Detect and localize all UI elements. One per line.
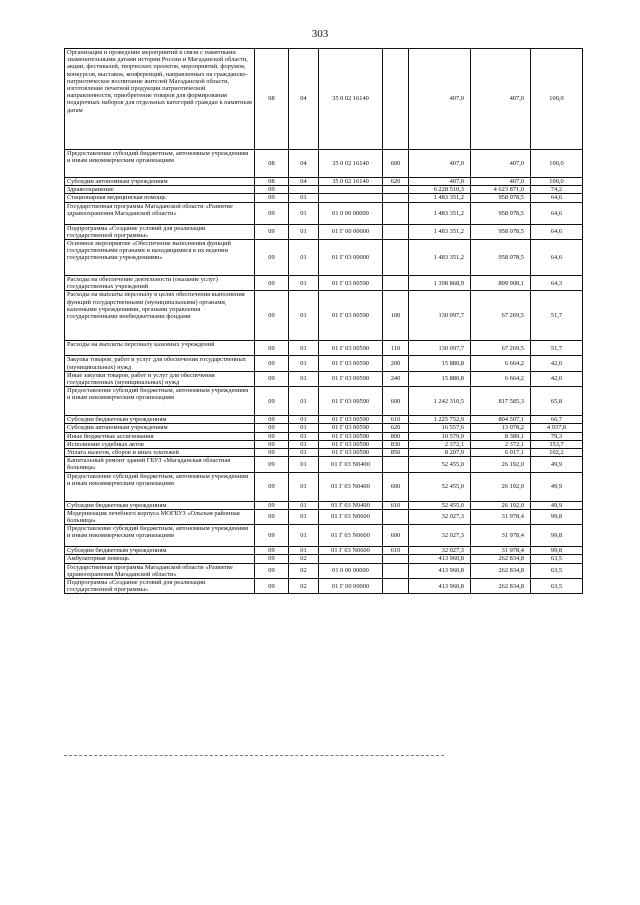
actual-amount-cell: 817 585,3 bbox=[471, 387, 531, 416]
row-name-cell: Стационарная медицинская помощь bbox=[65, 194, 255, 202]
percent-cell: 51,7 bbox=[531, 341, 583, 356]
expense-type-cell bbox=[383, 240, 409, 276]
plan-amount-cell: 1 483 351,2 bbox=[409, 202, 471, 224]
expense-type-cell: 100 bbox=[383, 291, 409, 341]
expense-type-cell bbox=[383, 194, 409, 202]
plan-amount-cell: 2 372,1 bbox=[409, 440, 471, 448]
plan-amount-cell: 1 483 351,2 bbox=[409, 224, 471, 239]
target-article-cell: 01 Г 03 00590 bbox=[319, 276, 383, 291]
table-row bbox=[65, 49, 583, 150]
plan-amount-cell: 8 207,9 bbox=[409, 449, 471, 457]
row-name-cell: Подпрограмма «Создание условий для реализации государственной программы» bbox=[65, 579, 255, 594]
percent-cell: 64,6 bbox=[531, 202, 583, 224]
target-article-cell: 35 0 02 16140 bbox=[319, 150, 383, 178]
percent-cell: 100,0 bbox=[531, 178, 583, 186]
plan-amount-cell: 413 960,8 bbox=[409, 579, 471, 594]
section-code-cell: 09 bbox=[255, 387, 289, 416]
table-row bbox=[65, 194, 583, 202]
table-row bbox=[65, 432, 583, 440]
target-article-cell: 01 Г 00 00000 bbox=[319, 579, 383, 594]
table-row bbox=[65, 186, 583, 194]
section-code-cell: 09 bbox=[255, 472, 289, 501]
actual-amount-cell: 958 078,5 bbox=[471, 224, 531, 239]
percent-cell: 63,5 bbox=[531, 555, 583, 563]
plan-amount-cell: 16 557,6 bbox=[409, 424, 471, 432]
percent-cell: 100,0 bbox=[531, 49, 583, 150]
row-name-cell: Здравоохранение bbox=[65, 186, 255, 194]
percent-cell: 49,9 bbox=[531, 472, 583, 501]
section-code-cell: 09 bbox=[255, 547, 289, 555]
actual-amount-cell: 958 078,5 bbox=[471, 240, 531, 276]
actual-amount-cell: 6 017,1 bbox=[471, 449, 531, 457]
target-article-cell: 35 0 02 16140 bbox=[319, 178, 383, 186]
budget-table bbox=[64, 48, 583, 594]
row-name-cell: Предоставление субсидий бюджетным, автономным учреждениям и иным некоммерческим организациям bbox=[65, 472, 255, 501]
row-name-cell: Основное мероприятие «Обеспечение выполнения функций государственными органами и находящимися в их ведении государственными учреждениями» bbox=[65, 240, 255, 276]
actual-amount-cell: 804 507,1 bbox=[471, 416, 531, 424]
section-code-cell: 08 bbox=[255, 49, 289, 150]
table-row bbox=[65, 501, 583, 509]
percent-cell: 74,2 bbox=[531, 186, 583, 194]
target-article-cell bbox=[319, 186, 383, 194]
expense-type-cell: 200 bbox=[383, 356, 409, 371]
subsection-code-cell: 04 bbox=[289, 178, 319, 186]
actual-amount-cell: 31 978,4 bbox=[471, 509, 531, 524]
expense-type-cell bbox=[383, 202, 409, 224]
row-name-cell: Субсидии бюджетным учреждениям bbox=[65, 547, 255, 555]
plan-amount-cell: 413 960,8 bbox=[409, 555, 471, 563]
subsection-code-cell: 04 bbox=[289, 49, 319, 150]
actual-amount-cell: 8 389,1 bbox=[471, 432, 531, 440]
subsection-code-cell: 01 bbox=[289, 202, 319, 224]
target-article-cell: 01 0 00 00000 bbox=[319, 563, 383, 578]
subsection-code-cell: 04 bbox=[289, 150, 319, 178]
row-name-cell: Государственная программа Магаданской области «Развитие здравоохранения Магаданской области» bbox=[65, 563, 255, 578]
expense-type-cell: 610 bbox=[383, 416, 409, 424]
section-code-cell: 09 bbox=[255, 449, 289, 457]
footer-divider bbox=[64, 755, 444, 756]
expense-type-cell: 600 bbox=[383, 472, 409, 501]
section-code-cell: 09 bbox=[255, 424, 289, 432]
percent-cell: 64,6 bbox=[531, 240, 583, 276]
section-code-cell: 09 bbox=[255, 555, 289, 563]
section-code-cell: 08 bbox=[255, 178, 289, 186]
target-article-cell: 01 Г 03 00000 bbox=[319, 240, 383, 276]
table-row bbox=[65, 224, 583, 239]
expense-type-cell: 110 bbox=[383, 341, 409, 356]
row-name-cell: Уплата налогов, сборов и иных платежей bbox=[65, 449, 255, 457]
section-code-cell: 09 bbox=[255, 501, 289, 509]
section-code-cell: 09 bbox=[255, 224, 289, 239]
table-row bbox=[65, 424, 583, 432]
percent-cell: 99,8 bbox=[531, 547, 583, 555]
row-name-cell: Расходы на обеспечение деятельности (оказание услуг) государственных учреждений bbox=[65, 276, 255, 291]
subsection-code-cell: 01 bbox=[289, 457, 319, 472]
target-article-cell: 01 Г 03 00590 bbox=[319, 416, 383, 424]
percent-cell: 99,8 bbox=[531, 525, 583, 547]
row-name-cell: Предоставление субсидий бюджетным, автономным учреждениям и иным некоммерческим организациям bbox=[65, 525, 255, 547]
percent-cell: 64,6 bbox=[531, 224, 583, 239]
section-code-cell: 09 bbox=[255, 416, 289, 424]
plan-amount-cell: 1 483 351,2 bbox=[409, 194, 471, 202]
plan-amount-cell: 32 027,3 bbox=[409, 525, 471, 547]
table-row bbox=[65, 291, 583, 341]
row-name-cell: Предоставление субсидий бюджетным, автономным учреждениям и иным некоммерческим организациям bbox=[65, 387, 255, 416]
actual-amount-cell: 899 908,1 bbox=[471, 276, 531, 291]
target-article-cell: 01 Г 03 00590 bbox=[319, 449, 383, 457]
subsection-code-cell: 02 bbox=[289, 579, 319, 594]
expense-type-cell bbox=[383, 555, 409, 563]
table-row bbox=[65, 341, 583, 356]
actual-amount-cell: 6 664,2 bbox=[471, 356, 531, 371]
expense-type-cell: 620 bbox=[383, 424, 409, 432]
table-row bbox=[65, 178, 583, 186]
actual-amount-cell: 26 192,0 bbox=[471, 501, 531, 509]
subsection-code-cell: 01 bbox=[289, 472, 319, 501]
actual-amount-cell: 407,0 bbox=[471, 49, 531, 150]
actual-amount-cell: 2 372,1 bbox=[471, 440, 531, 448]
actual-amount-cell: 13 078,2 bbox=[471, 424, 531, 432]
subsection-code-cell: 01 bbox=[289, 371, 319, 386]
target-article-cell: 01 Г 03 00590 bbox=[319, 356, 383, 371]
target-article-cell: 01 0 00 00000 bbox=[319, 202, 383, 224]
percent-cell: 51,7 bbox=[531, 291, 583, 341]
subsection-code-cell: 01 bbox=[289, 424, 319, 432]
section-code-cell: 09 bbox=[255, 432, 289, 440]
row-name-cell: Расходы на выплаты персоналу казенных учреждений bbox=[65, 341, 255, 356]
table-row bbox=[65, 371, 583, 386]
row-name-cell: Субсидии автономным учреждениям bbox=[65, 178, 255, 186]
plan-amount-cell: 413 960,8 bbox=[409, 563, 471, 578]
target-article-cell bbox=[319, 555, 383, 563]
actual-amount-cell: 67 269,5 bbox=[471, 291, 531, 341]
row-name-cell: Иные закупки товаров, работ и услуг для обеспечения государственных (муниципальных) нужд bbox=[65, 371, 255, 386]
target-article-cell: 01 Г 03 00590 bbox=[319, 440, 383, 448]
expense-type-cell: 600 bbox=[383, 387, 409, 416]
actual-amount-cell: 262 834,8 bbox=[471, 579, 531, 594]
expense-type-cell bbox=[383, 49, 409, 150]
section-code-cell: 09 bbox=[255, 457, 289, 472]
section-code-cell: 09 bbox=[255, 356, 289, 371]
percent-cell: 42,0 bbox=[531, 356, 583, 371]
subsection-code-cell: 01 bbox=[289, 501, 319, 509]
table-row bbox=[65, 509, 583, 524]
percent-cell: 65,8 bbox=[531, 387, 583, 416]
plan-amount-cell: 52 455,0 bbox=[409, 472, 471, 501]
subsection-code-cell: 02 bbox=[289, 555, 319, 563]
target-article-cell bbox=[319, 194, 383, 202]
actual-amount-cell: 31 978,4 bbox=[471, 547, 531, 555]
plan-amount-cell: 407,0 bbox=[409, 178, 471, 186]
subsection-code-cell: 01 bbox=[289, 224, 319, 239]
target-article-cell: 35 0 02 16140 bbox=[319, 49, 383, 150]
row-name-cell: Субсидии бюджетным учреждениям bbox=[65, 416, 255, 424]
table-row bbox=[65, 356, 583, 371]
target-article-cell: 01 Г 03 00590 bbox=[319, 432, 383, 440]
subsection-code-cell: 01 bbox=[289, 547, 319, 555]
row-name-cell: Субсидии бюджетным учреждениям bbox=[65, 501, 255, 509]
row-name-cell: Субсидии автономным учреждениям bbox=[65, 424, 255, 432]
table-row bbox=[65, 525, 583, 547]
plan-amount-cell: 52 455,0 bbox=[409, 457, 471, 472]
section-code-cell: 09 bbox=[255, 186, 289, 194]
plan-amount-cell: 6 228 510,3 bbox=[409, 186, 471, 194]
expense-type-cell bbox=[383, 509, 409, 524]
budget-table-body bbox=[65, 49, 583, 594]
percent-cell: 102,2 bbox=[531, 449, 583, 457]
target-article-cell: 01 Г 03 N0400 bbox=[319, 501, 383, 509]
expense-type-cell bbox=[383, 579, 409, 594]
subsection-code-cell: 01 bbox=[289, 387, 319, 416]
expense-type-cell bbox=[383, 186, 409, 194]
subsection-code-cell: 01 bbox=[289, 525, 319, 547]
expense-type-cell: 600 bbox=[383, 150, 409, 178]
subsection-code-cell: 01 bbox=[289, 194, 319, 202]
subsection-code-cell bbox=[289, 186, 319, 194]
plan-amount-cell: 32 027,3 bbox=[409, 509, 471, 524]
section-code-cell: 09 bbox=[255, 579, 289, 594]
percent-cell: 64,6 bbox=[531, 194, 583, 202]
section-code-cell: 09 bbox=[255, 194, 289, 202]
table-row bbox=[65, 416, 583, 424]
subsection-code-cell: 01 bbox=[289, 509, 319, 524]
plan-amount-cell: 130 097,7 bbox=[409, 291, 471, 341]
subsection-code-cell: 01 bbox=[289, 432, 319, 440]
table-row bbox=[65, 276, 583, 291]
actual-amount-cell: 958 078,5 bbox=[471, 202, 531, 224]
target-article-cell: 01 Г 03 N0400 bbox=[319, 472, 383, 501]
percent-cell: 63,5 bbox=[531, 579, 583, 594]
percent-cell: 99,8 bbox=[531, 509, 583, 524]
expense-type-cell bbox=[383, 563, 409, 578]
section-code-cell: 09 bbox=[255, 371, 289, 386]
table-row bbox=[65, 547, 583, 555]
plan-amount-cell: 1 242 310,5 bbox=[409, 387, 471, 416]
subsection-code-cell: 01 bbox=[289, 240, 319, 276]
actual-amount-cell: 31 978,4 bbox=[471, 525, 531, 547]
expense-type-cell: 240 bbox=[383, 371, 409, 386]
page-number: 303 bbox=[311, 28, 329, 40]
subsection-code-cell: 02 bbox=[289, 563, 319, 578]
actual-amount-cell: 262 834,8 bbox=[471, 555, 531, 563]
row-name-cell: Предоставление субсидий бюджетным, автономным учреждениям и иным некоммерческим организациям bbox=[65, 150, 255, 178]
plan-amount-cell: 15 880,8 bbox=[409, 371, 471, 386]
actual-amount-cell: 6 664,2 bbox=[471, 371, 531, 386]
table-row bbox=[65, 240, 583, 276]
section-code-cell: 09 bbox=[255, 276, 289, 291]
section-code-cell: 09 bbox=[255, 525, 289, 547]
target-article-cell: 01 Г 03 00590 bbox=[319, 424, 383, 432]
target-article-cell: 01 Г 03 N0600 bbox=[319, 509, 383, 524]
table-row bbox=[65, 150, 583, 178]
target-article-cell: 01 Г 03 00590 bbox=[319, 291, 383, 341]
plan-amount-cell: 52 455,0 bbox=[409, 501, 471, 509]
row-name-cell: Государственная программа Магаданской области «Развитие здравоохранения Магаданской области» bbox=[65, 202, 255, 224]
expense-type-cell bbox=[383, 224, 409, 239]
subsection-code-cell: 01 bbox=[289, 440, 319, 448]
percent-cell: 42,0 bbox=[531, 371, 583, 386]
percent-cell: 4 937,8 bbox=[531, 424, 583, 432]
actual-amount-cell: 67 269,5 bbox=[471, 341, 531, 356]
plan-amount-cell: 130 097,7 bbox=[409, 341, 471, 356]
target-article-cell: 01 Г 00 00000 bbox=[319, 224, 383, 239]
row-name-cell: Расходы на выплаты персоналу в целях обеспечения выполнения функций государственными (муниципальными) органами, казенными учреждениями, органами управления государственными внебюджетными фондами bbox=[65, 291, 255, 341]
expense-type-cell bbox=[383, 276, 409, 291]
table-row bbox=[65, 387, 583, 416]
plan-amount-cell: 15 880,8 bbox=[409, 356, 471, 371]
target-article-cell: 01 Г 03 N0600 bbox=[319, 547, 383, 555]
target-article-cell: 01 Г 03 00590 bbox=[319, 371, 383, 386]
section-code-cell: 09 bbox=[255, 440, 289, 448]
actual-amount-cell: 26 192,0 bbox=[471, 457, 531, 472]
expense-type-cell: 620 bbox=[383, 178, 409, 186]
table-row bbox=[65, 440, 583, 448]
expense-type-cell: 610 bbox=[383, 547, 409, 555]
expense-type-cell: 610 bbox=[383, 501, 409, 509]
expense-type-cell: 850 bbox=[383, 449, 409, 457]
percent-cell: 49,9 bbox=[531, 501, 583, 509]
row-name-cell: Закупка товаров, работ и услуг для обеспечения государственных (муниципальных) нужд bbox=[65, 356, 255, 371]
section-code-cell: 09 bbox=[255, 202, 289, 224]
target-article-cell: 01 Г 03 00590 bbox=[319, 387, 383, 416]
table-row bbox=[65, 457, 583, 472]
table-row bbox=[65, 449, 583, 457]
table-row bbox=[65, 472, 583, 501]
actual-amount-cell: 262 834,8 bbox=[471, 563, 531, 578]
percent-cell: 66,7 bbox=[531, 416, 583, 424]
actual-amount-cell: 958 078,5 bbox=[471, 194, 531, 202]
target-article-cell: 01 Г 03 N0400 bbox=[319, 457, 383, 472]
subsection-code-cell: 01 bbox=[289, 341, 319, 356]
actual-amount-cell: 4 623 871,0 bbox=[471, 186, 531, 194]
percent-cell: 64,3 bbox=[531, 276, 583, 291]
subsection-code-cell: 01 bbox=[289, 416, 319, 424]
actual-amount-cell: 407,0 bbox=[471, 178, 531, 186]
percent-cell: 353,7 bbox=[531, 440, 583, 448]
row-name-cell: Иные бюджетные ассигнования bbox=[65, 432, 255, 440]
table-row bbox=[65, 563, 583, 578]
section-code-cell: 09 bbox=[255, 291, 289, 341]
row-name-cell: Исполнение судебных актов bbox=[65, 440, 255, 448]
expense-type-cell: 800 bbox=[383, 432, 409, 440]
plan-amount-cell: 1 483 351,2 bbox=[409, 240, 471, 276]
percent-cell: 63,5 bbox=[531, 563, 583, 578]
section-code-cell: 09 bbox=[255, 563, 289, 578]
subsection-code-cell: 01 bbox=[289, 449, 319, 457]
actual-amount-cell: 407,0 bbox=[471, 150, 531, 178]
row-name-cell: Капитальный ремонт зданий ГБУЗ «Магаданская областная больница» bbox=[65, 457, 255, 472]
table-row bbox=[65, 202, 583, 224]
section-code-cell: 09 bbox=[255, 509, 289, 524]
row-name-cell: Организация и проведение мероприятий в связи с памятными знаменательными датами истории России и Магаданской области, акции, фестивалей, творческих проектов, мероприятий, форумов, конкурсов, выставок, конференций, направленных на гражданско-патриотическое воспитание жителей Магаданской области, изготовление печатной продукции патриотической направленности, приобретение товаров для формирования подарочных наборов для отдельных категорий граждан к памятным датам bbox=[65, 49, 255, 150]
table-row bbox=[65, 579, 583, 594]
subsection-code-cell: 01 bbox=[289, 291, 319, 341]
row-name-cell: Амбулаторная помощь bbox=[65, 555, 255, 563]
expense-type-cell bbox=[383, 457, 409, 472]
plan-amount-cell: 1 398 868,9 bbox=[409, 276, 471, 291]
row-name-cell: Модернизация лечебного корпуса МОГБУЗ «Ольская районная больница» bbox=[65, 509, 255, 524]
plan-amount-cell: 32 027,3 bbox=[409, 547, 471, 555]
section-code-cell: 08 bbox=[255, 150, 289, 178]
expense-type-cell: 600 bbox=[383, 525, 409, 547]
section-code-cell: 09 bbox=[255, 341, 289, 356]
plan-amount-cell: 1 225 752,9 bbox=[409, 416, 471, 424]
row-name-cell: Подпрограмма «Создание условий для реализации государственной программы» bbox=[65, 224, 255, 239]
expense-type-cell: 830 bbox=[383, 440, 409, 448]
percent-cell: 79,3 bbox=[531, 432, 583, 440]
plan-amount-cell: 407,0 bbox=[409, 49, 471, 150]
plan-amount-cell: 407,0 bbox=[409, 150, 471, 178]
percent-cell: 49,9 bbox=[531, 457, 583, 472]
percent-cell: 100,0 bbox=[531, 150, 583, 178]
table-row bbox=[65, 555, 583, 563]
target-article-cell: 01 Г 03 00590 bbox=[319, 341, 383, 356]
actual-amount-cell: 26 192,0 bbox=[471, 472, 531, 501]
subsection-code-cell: 01 bbox=[289, 356, 319, 371]
plan-amount-cell: 10 579,9 bbox=[409, 432, 471, 440]
target-article-cell: 01 Г 03 N0600 bbox=[319, 525, 383, 547]
section-code-cell: 09 bbox=[255, 240, 289, 276]
subsection-code-cell: 01 bbox=[289, 276, 319, 291]
